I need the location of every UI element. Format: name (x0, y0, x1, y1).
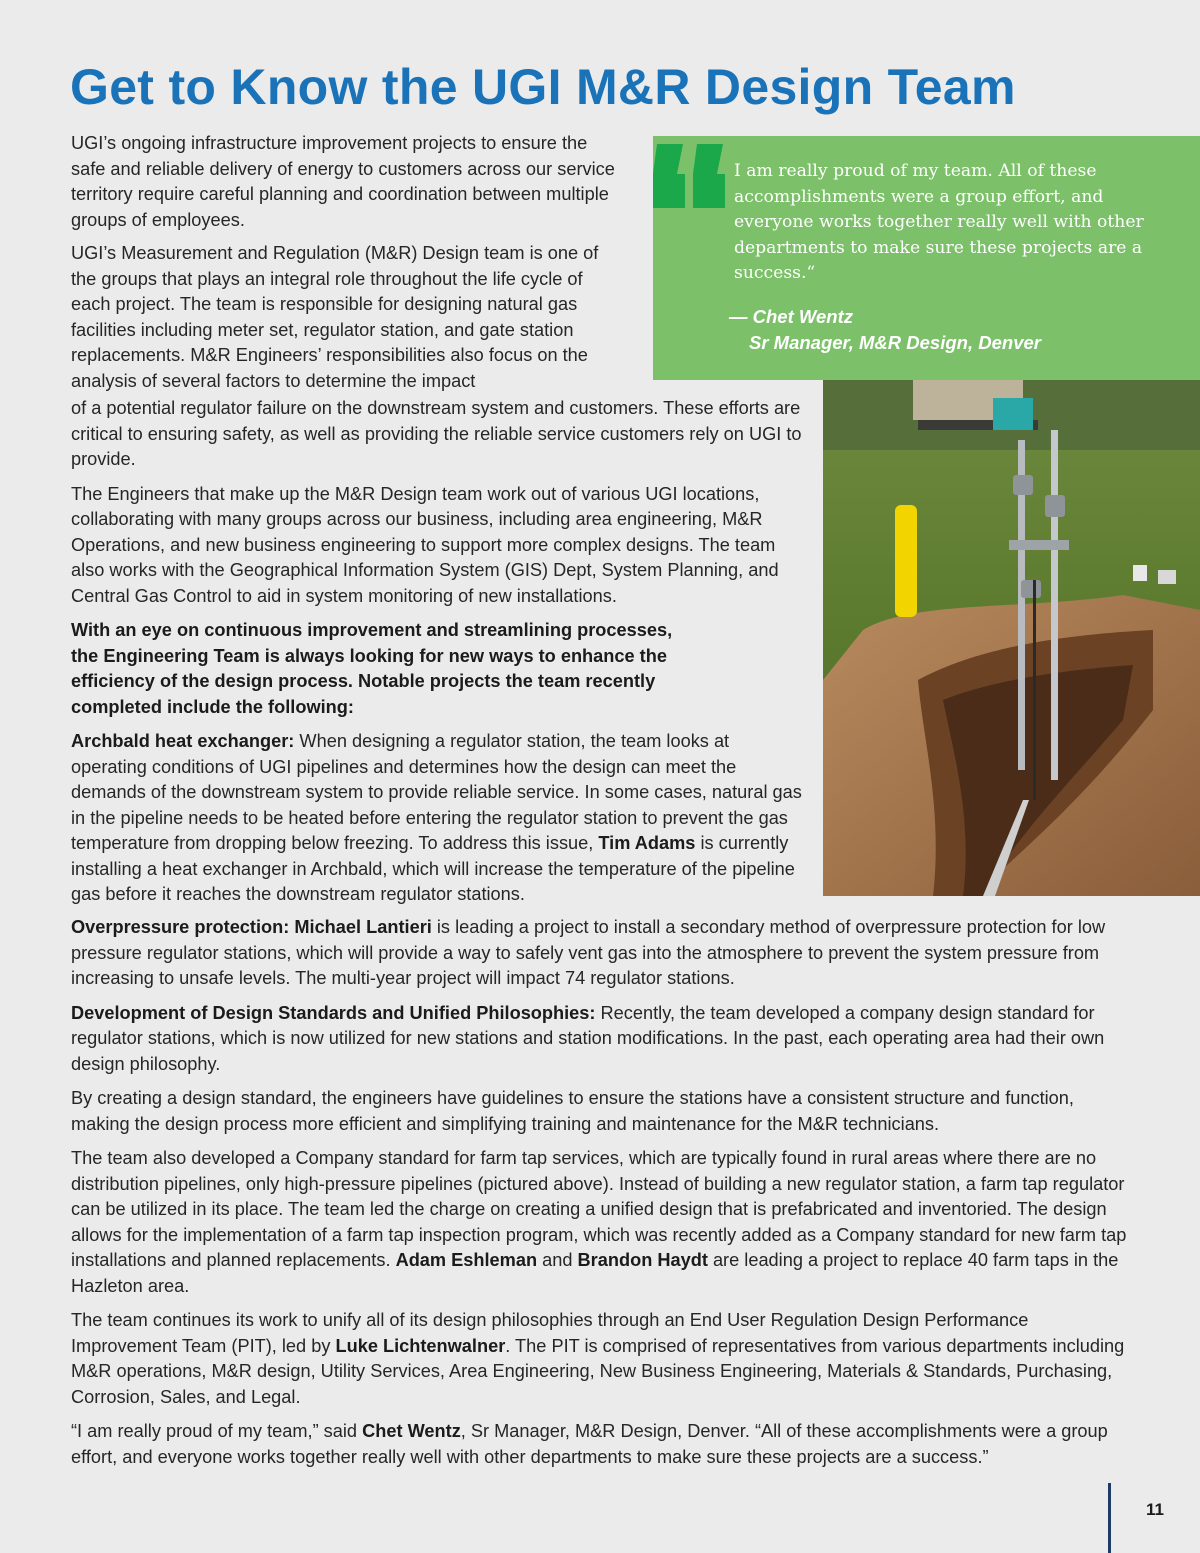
standards-text: Recently, the team developed a company design standard for regulator stations, which is now utilized for new stations and station modifications. In the past, each operating area had their own design philosophy. (71, 1002, 1105, 1074)
person-name: Chet Wentz (362, 1421, 461, 1441)
farm-tap-text: The team also developed a Company standard for farm tap services, which are typically found in rural areas where there are no distribution pipelines, only high-pressure pipelines (pictured above). Instead of building a new regulator station, a farm tap regulator can be utilized in its place. The team led the charge on creating a unified design that is prefabricated and inventoried. The design allows for the implementation of a farm tap inspection program, which was recently added as a Company standard for new farm tap installations and planned replacements. (71, 1148, 1127, 1270)
farm-tap-text-end: are leading a project to replace 40 farm taps in the Hazleton area. (71, 1250, 1119, 1296)
person-name: Adam Eshleman (395, 1250, 538, 1270)
collaboration-paragraph: The Engineers that make up the M&R Design team work out of various UGI locations, collaborating with many groups across our business, including area engineering, M&R Operations, and new business engineering to support more complex designs. The team also works with the Geographical Information System (GIS) Dept, System Planning, and Central Gas Control to aid in system monitoring of new installations. (71, 483, 779, 606)
team-role-paragraph: UGI’s Measurement and Regulation (M&R) Design team is one of the groups that plays an integral role throughout the life cycle of each project. The team is responsible for designing natural gas facilities including meter set, regulator station, and gate station replacements. M&R Engineers’ responsibilities also focus on the analysis of several factors to determine the impact (71, 243, 599, 391)
intro-paragraph: UGI’s ongoing infrastructure improvement projects to ensure the safe and reliable delivery of energy to customers across our service territory require careful planning and coordination between multiple groups of employees. (71, 133, 615, 230)
pull-quote-role: Sr Manager, M&R Design, Denver (749, 332, 1041, 353)
closing-text: “I am really proud of my team,” said (71, 1421, 363, 1441)
page-number: 11 (1146, 1500, 1164, 1519)
overpressure-text: is leading a project to install a secondary method of overpressure protection for low pressure regulator stations, which will provide a way to safely vent gas into the atmosphere to prevent the system pressure from increasing to unsafe levels. The multi-year project will impact 74 regulator stations. (71, 917, 1106, 988)
main-column (71, 396, 809, 917)
pull-quote-text: I am really proud of my team. All of these accomplishments were a group effort, and everyone works together really well with other departments to make sure these projects are a success.“ (734, 161, 1144, 284)
archbald-text: When designing a regulator station, the team looks at operating conditions of UGI pipelines and determines how the design can meet the demands of the downstream system to provide reliable service. In some cases, natural gas in the pipeline needs to be heated before entering the regulator station to prevent the gas temperature from dropping below freezing. To address this issue, (71, 731, 802, 853)
archbald-text-end: is currently installing a heat exchanger in Archbald, which will increase the temperature of the pipeline gas before it reaches the downstream regulator stations. (71, 833, 795, 904)
lead-bold-text: With an eye on continuous improvement and streamlining processes, the Engineering Team is always looking for new ways to enhance the efficiency of the design process. Notable projects the team recently completed include the following: (71, 620, 673, 717)
overpressure-paragraph (71, 915, 1131, 992)
quote-mark-icon (653, 136, 733, 216)
team-role-column (71, 241, 619, 394)
archbald-paragraph (71, 729, 809, 908)
page-number-divider (1108, 1483, 1111, 1553)
farm-tap-photo (823, 380, 1200, 896)
archbald-heading: Archbald heat exchanger: (71, 731, 295, 751)
person-name: Tim Adams (598, 833, 696, 853)
standards-heading: Development of Design Standards and Unified Philosophies: (71, 1002, 596, 1023)
overpressure-heading: Overpressure protection: Michael Lantieri (71, 917, 432, 937)
closing-text-end: , Sr Manager, M&R Design, Denver. “All of these accomplishments were a group effort, and everyone works together really well with other departments to make sure these projects are a success.” (71, 1421, 1108, 1467)
pit-text-end: . The PIT is comprised of representatives from various departments including M&R operations, M&R design, Utility Services, Area Engineering, New Business Engineering, Materials & Standards, Purchasing, Corrosion, Sales, and Legal. (71, 1335, 1125, 1407)
pit-text: The team continues its work to unify all of its design philosophies through an End User Regulation Design Performance Improvement Team (PIT), led by (71, 1310, 1029, 1356)
intro-column (71, 131, 623, 242)
standards-paragraph (71, 1001, 1131, 1078)
pull-quote-box (653, 136, 1200, 380)
closing-paragraph (71, 1419, 1131, 1470)
lead-paragraph (71, 618, 701, 720)
person-name: Luke Lichtenwalner (335, 1335, 506, 1356)
page-title: Get to Know the UGI M&R Design Team (70, 59, 1016, 115)
farm-tap-illustration (823, 380, 1200, 896)
farm-tap-paragraph (71, 1146, 1131, 1299)
team-role-paragraph-continued: of a potential regulator failure on the downstream system and customers. These efforts are critical to ensuring safety, as well as providing the reliable service customers rely on UGI to provide. (71, 398, 802, 469)
person-name: Brandon Haydt (577, 1250, 708, 1270)
conjunction: and (537, 1250, 578, 1270)
pull-quote-attribution: — Chet Wentz (729, 306, 854, 327)
wide-column (71, 915, 1131, 1479)
design-standard-paragraph: By creating a design standard, the engineers have guidelines to ensure the stations have a consistent structure and function, making the design process more efficient and simplifying training and maintenance for the M&R technicians. (71, 1088, 1074, 1134)
pit-paragraph (71, 1308, 1131, 1410)
